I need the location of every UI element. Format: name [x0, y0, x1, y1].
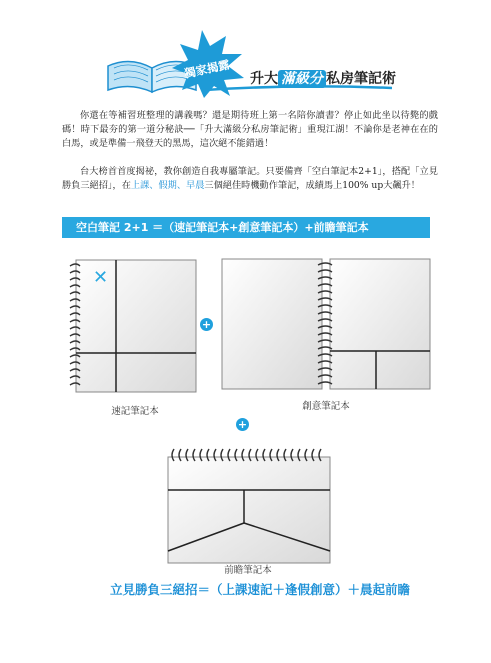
para2-part1: 台大榜首首度揭祕，教你創造自我專屬筆記。只要備齊「空白筆記本2+1」，搭配「立見勝負三絕招」，在 — [62, 166, 438, 192]
badge-text: 獨家揭露 — [183, 57, 231, 81]
bottom-formula: 立見勝負三絕招＝（上課速記＋逢假創意）＋晨起前瞻 — [110, 582, 411, 597]
quick-notebook-diagram — [68, 258, 200, 398]
title-pre: 升大 — [250, 71, 278, 87]
intro-paragraph-2 — [62, 165, 438, 193]
creative-notebook-label: 創意筆記本 — [302, 401, 350, 412]
intro-paragraph-1: 你還在等補習班整理的講義嗎？還是期待班上第一名陪你讀書？停止如此坐以待斃的戲碼！時下最夯的第一道分秘訣──「升大滿級分私房筆記術」重現江湖！不論你是老神在在的白馬，或是準備一飛登天的黑馬，這次絕不能錯過！ — [62, 110, 438, 150]
para2-part2: 三個絕佳時機動作筆記，成績馬上100% up大飆升！ — [204, 180, 420, 192]
plus-icon: + — [237, 418, 248, 431]
header-banner — [100, 28, 400, 98]
formula-bar: 空白筆記 2+1 ＝（速記筆記本+創意筆記本）+前瞻筆記本 — [62, 217, 430, 238]
forward-notebook-label: 前瞻筆記本 — [224, 565, 272, 576]
creative-notebook-diagram — [220, 257, 432, 393]
title-post: 私房筆記術 — [326, 71, 396, 87]
quick-notebook-label: 速記筆記本 — [111, 406, 159, 417]
title-highlight: 滿級分 — [278, 70, 326, 88]
x-mark-icon: ✕ — [93, 267, 109, 288]
para2-highlight: 上課、假期、早晨 — [130, 180, 205, 192]
plus-icon: + — [201, 318, 212, 331]
page-title — [250, 68, 396, 88]
forward-notebook-diagram — [166, 447, 332, 565]
